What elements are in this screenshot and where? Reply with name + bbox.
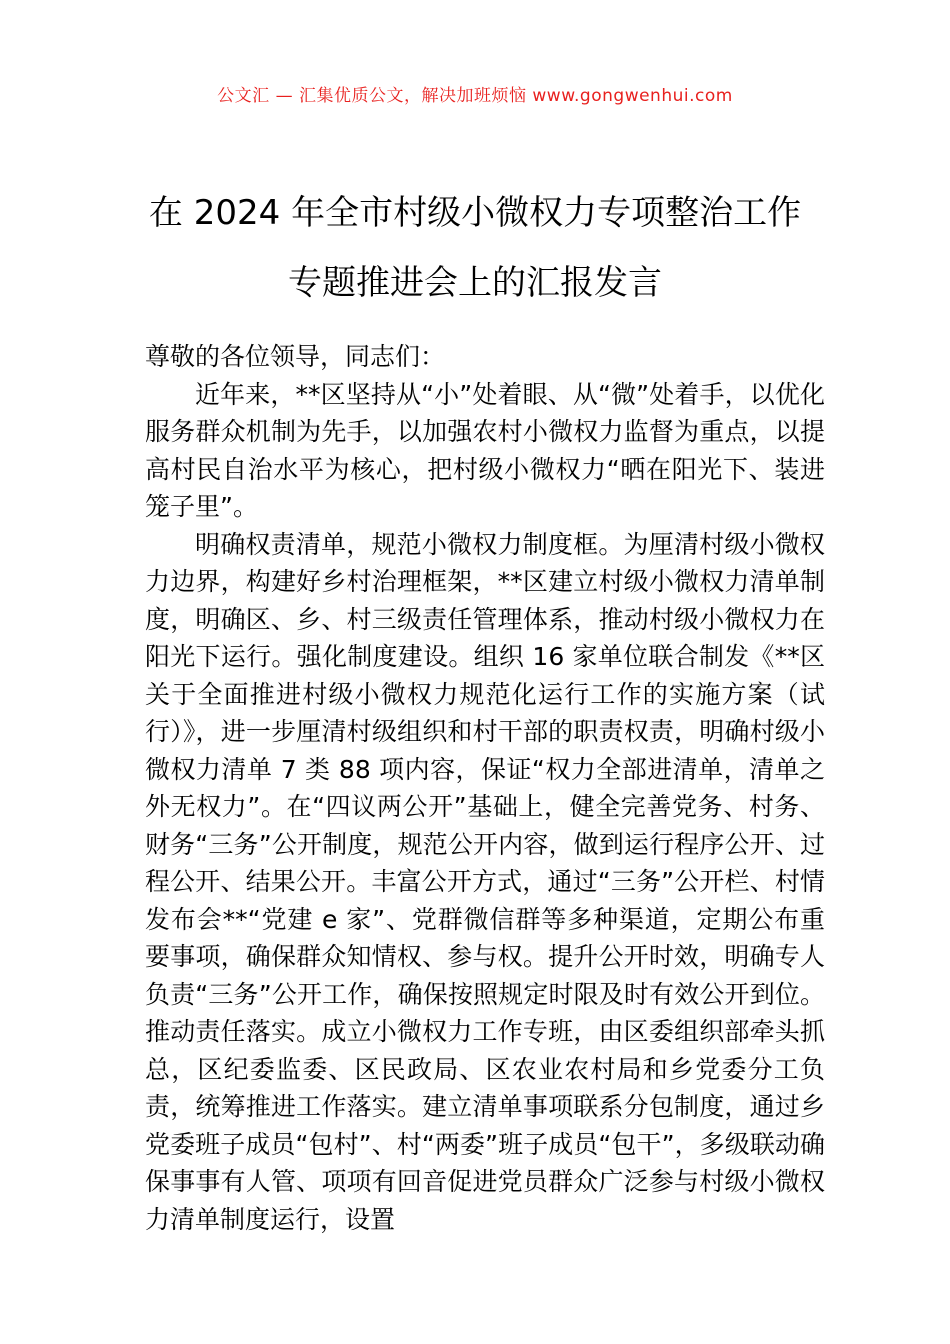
site-banner bbox=[0, 84, 950, 108]
paragraph-intro: 近年来，**区坚持从“小”处着眼、从“微”处着手，以优化服务群众机制为先手，以加强农村小微权力监督为重点，以提高村民自治水平为核心，把村级小微权力“晒在阳光下、装进笼子里”。 bbox=[145, 379, 825, 521]
document-body bbox=[145, 338, 825, 1238]
document-title bbox=[60, 178, 890, 318]
document-title-line-2: 专题推进会上的汇报发言 bbox=[288, 263, 662, 303]
document-title-line-1: 在 2024 年全市村级小微权力专项整治工作 bbox=[148, 193, 802, 233]
paragraph-responsibility-list: 明确权责清单，规范小微权力制度框。为厘清村级小微权力边界，构建好乡村治理框架，**区建立村级小微权力清单制度，明确区、乡、村三级责任管理体系，推动村级小微权力在阳光下运行。强化制度建设。组织 16 家单位联合制发《**区关于全面推进村级小微权力规范化运行工作的实施方案（试行）》，进一步厘清村级组织和村干部的职责权责，明确村级小微权力清单 7 类 88 项内容，保证“权力全部进清单，清单之外无权力”。在“四议两公开”基础上，健全完善党务、村务、财务“三务”公开制度，规范公开内容，做到运行程序公开、过程公开、结果公开。丰富公开方式，通过“三务”公开栏、村情发布会**“党建 e 家”、党群微信群等多种渠道，定期公布重要事项，确保群众知情权、参与权。提升公开时效，明确专人负责“三务”公开工作，确保按照规定时限及时有效公开到位。推动责任落实。成立小微权力工作专班，由区委组织部牵头抓总，区纪委监委、区民政局、区农业农村局和乡党委分工负责，统筹推进工作落实。建立清单事项联系分包制度，通过乡党委班子成员“包村”、村“两委”班子成员“包干”，多级联动确保事事有人管、项项有回音促进党员群众广泛参与村级小微权力清单制度运行，设置 bbox=[145, 529, 825, 1234]
salutation: 尊敬的各位领导，同志们： bbox=[145, 342, 446, 371]
site-banner-text: 公文汇 — 汇集优质公文，解决加班烦恼 www.gongwenhui.com bbox=[217, 86, 733, 106]
